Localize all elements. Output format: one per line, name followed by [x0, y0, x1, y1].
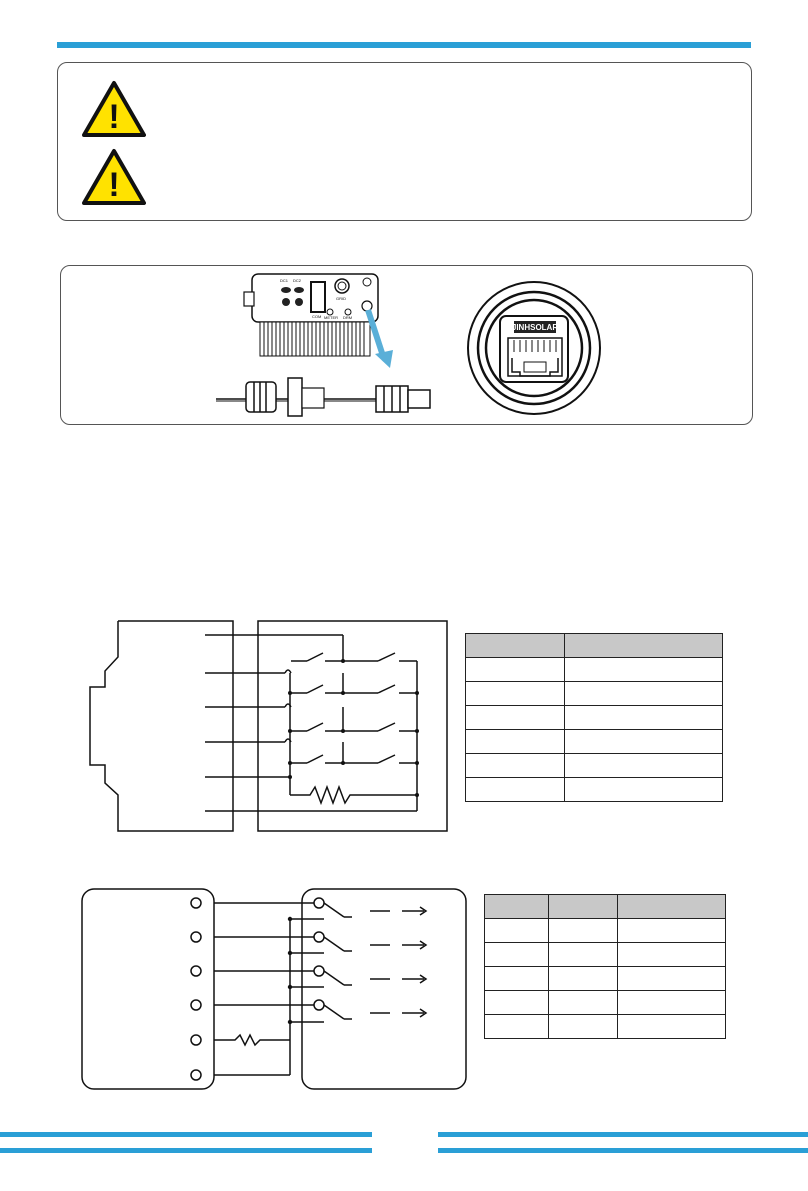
table-row: [466, 658, 723, 682]
svg-text:JINHSOLAR: JINHSOLAR: [511, 323, 559, 332]
table-header-row: [485, 895, 726, 919]
svg-text:GRID: GRID: [336, 296, 346, 301]
footer-bar-left-top: [0, 1132, 372, 1137]
table-row: [466, 682, 723, 706]
table-row: [485, 943, 726, 967]
table-row: [485, 919, 726, 943]
svg-text:COM: COM: [312, 314, 322, 319]
svg-text:METER: METER: [324, 315, 338, 320]
svg-text:DRM: DRM: [343, 315, 353, 320]
warning-panel: [57, 62, 752, 221]
table-row: [466, 778, 723, 802]
table-row: [466, 754, 723, 778]
table-row: [485, 1015, 726, 1039]
table-header-row: [466, 634, 723, 658]
footer-bar-left-bottom: [0, 1148, 372, 1153]
inverter-illustration: [200, 270, 440, 420]
warning-symbol: !: [108, 166, 120, 204]
svg-text:DC1: DC1: [280, 278, 289, 283]
table-row: [466, 706, 723, 730]
rj45-connector-view: [464, 280, 604, 416]
drm-wiring-diagram: [85, 615, 455, 835]
relay-table: [484, 894, 726, 1039]
drm-mode-table: [465, 633, 723, 802]
header-bar: [57, 42, 751, 48]
footer-bar-right-bottom: [438, 1148, 808, 1153]
warning-triangle-icon: [82, 80, 146, 138]
footer-bar-right-top: [438, 1132, 808, 1137]
warning-symbol: !: [108, 98, 120, 136]
warning-triangle-icon: [82, 148, 146, 206]
table-row: [466, 730, 723, 754]
relay-wiring-diagram: [80, 885, 472, 1095]
table-row: [485, 991, 726, 1015]
table-row: [485, 967, 726, 991]
svg-text:DC2: DC2: [293, 278, 302, 283]
